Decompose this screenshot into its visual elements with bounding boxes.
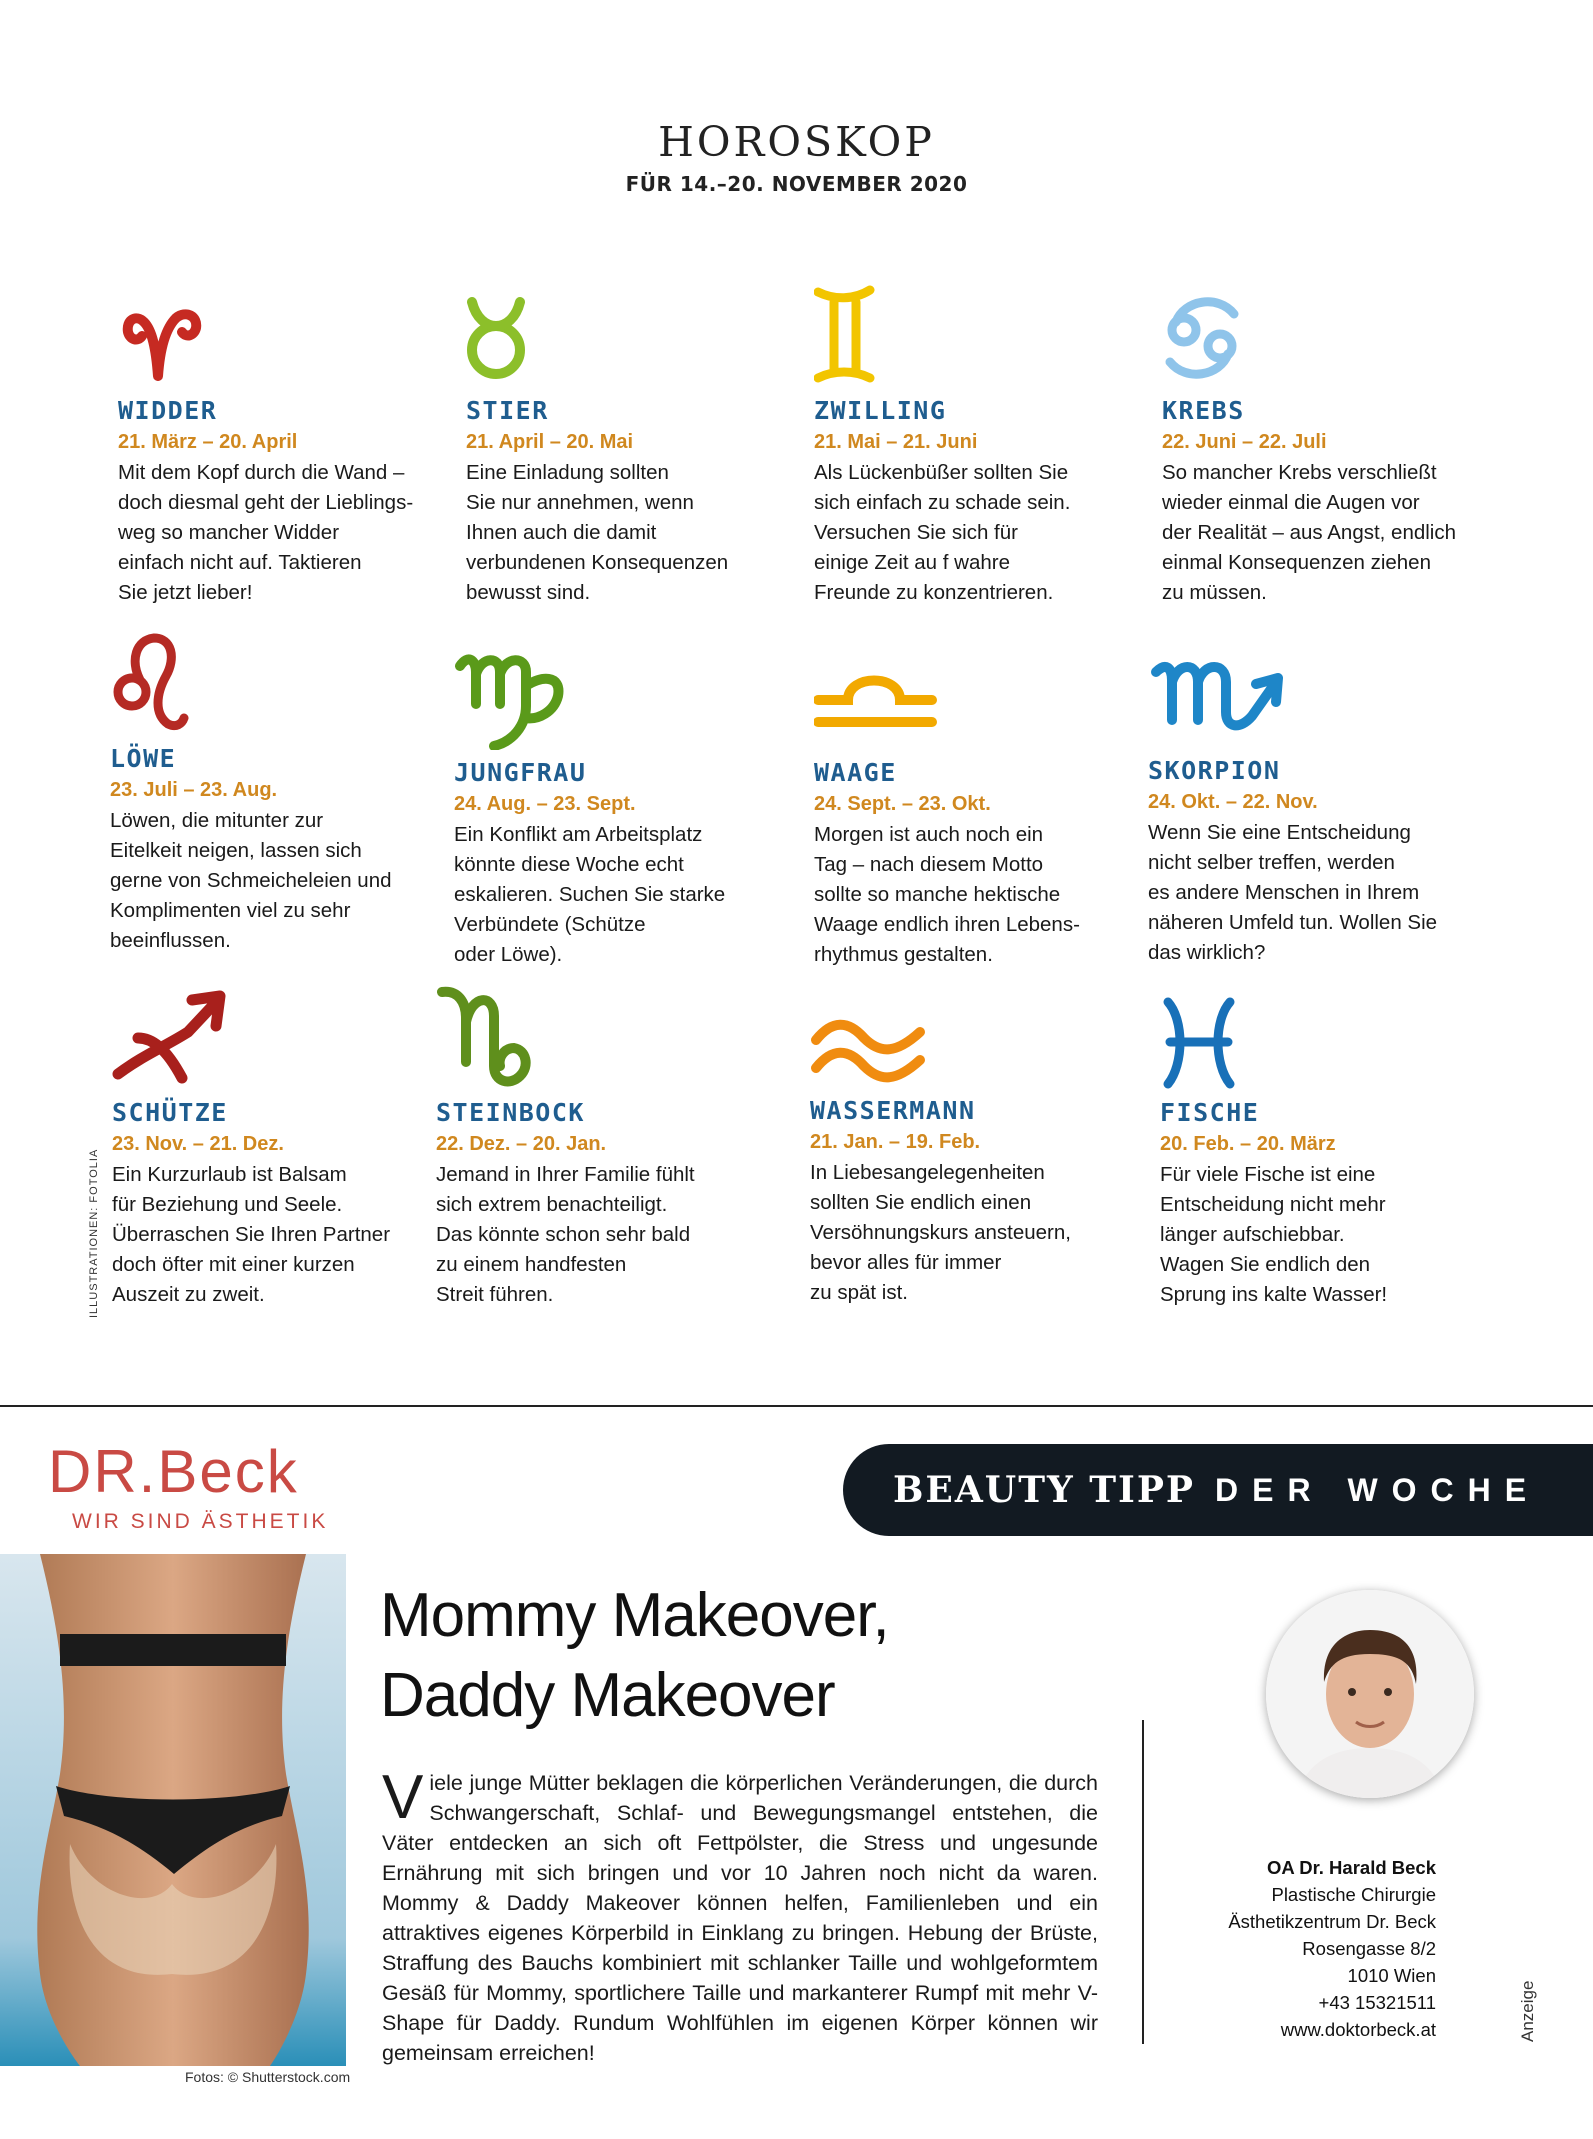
sign-name: SCHÜTZE: [112, 1098, 228, 1127]
taurus-icon: [466, 288, 586, 388]
page-title: HOROSKOP: [658, 118, 935, 166]
sign-dates: 20. Feb. – 20. März: [1160, 1133, 1336, 1155]
sign-text: Jemand in Ihrer Familie fühlt sich extrem benachteiligt. Das könnte schon sehr bald zu einem handfesten Streit führen.: [436, 1163, 695, 1306]
sign-name: STIER: [466, 396, 549, 425]
sign-dates: 22. Dez. – 20. Jan.: [436, 1133, 607, 1155]
aries-icon: [118, 288, 238, 388]
ad-body: [382, 1763, 1098, 2068]
sign-name: WAAGE: [814, 758, 897, 787]
doctor-portrait: [1266, 1590, 1474, 1798]
ad-headline: [380, 1576, 889, 1736]
portrait-image: [1266, 1590, 1474, 1798]
pisces-icon: [1160, 994, 1260, 1090]
photo-image: [0, 1554, 346, 2066]
sign-name: JUNGFRAU: [454, 758, 587, 787]
aquarius-icon: [810, 1014, 940, 1088]
libra-icon: [814, 660, 944, 750]
section-divider: [0, 1405, 1593, 1407]
sign-text: Ein Konflikt am Arbeitsplatz könnte diese Woche echt eskalieren. Suchen Sie starke Verbündete (Schütze oder Löwe).: [454, 823, 726, 966]
sign-dates: 23. Juli – 23. Aug.: [110, 779, 278, 801]
sign-name: LÖWE: [110, 744, 177, 773]
sign-dates: 21. April – 20. Mai: [466, 431, 634, 453]
sign-text: Eine Einladung sollten Sie nur annehmen, wenn Ihnen auch die damit verbundenen Konsequenzen bewusst sind.: [466, 461, 729, 604]
contact-web[interactable]: www.doktorbeck.at: [1280, 2019, 1436, 2040]
sign-text: Für viele Fische ist eine Entscheidung nicht mehr länger aufschiebbar. Wagen Sie endlich den Sprung ins kalte Wasser!: [1160, 1163, 1388, 1306]
sign-dates: 21. Mai – 21. Juni: [814, 431, 978, 453]
sign-text: Als Lückenbüßer sollten Sie sich einfach zu schade sein. Versuchen Sie sich für einige Zeit au f wahre Freunde zu konzentrieren.: [814, 461, 1071, 604]
sign-waage: [814, 660, 1144, 970]
sign-name: KREBS: [1162, 396, 1245, 425]
sign-dates: 24. Sept. – 23. Okt.: [814, 793, 991, 815]
sign-name: ZWILLING: [814, 396, 947, 425]
sign-text: So mancher Krebs verschließt wieder einmal die Augen vor der Realität – aus Angst, endlich einmal Konsequenzen ziehen zu müssen.: [1162, 461, 1457, 604]
drbeck-logo: [48, 1438, 329, 1534]
contact-street: Rosengasse 8/2: [1302, 1938, 1436, 1959]
contact-phone: +43 15321511: [1318, 1992, 1436, 2013]
sign-skorpion: [1148, 654, 1478, 968]
illustration-credit: ILLUSTRATIONEN: FOTOLIA: [88, 1148, 100, 1318]
leo-icon: [110, 630, 230, 736]
virgo-icon: [454, 646, 584, 750]
contact-name: OA Dr. Harald Beck: [1267, 1857, 1436, 1878]
sign-text: Löwen, die mitunter zur Eitelkeit neigen, lassen sich gerne von Schmeicheleien und Komplimenten viel zu sehr beeinflussen.: [110, 809, 392, 952]
capricorn-icon: [436, 982, 566, 1090]
sign-fische: [1160, 994, 1490, 1310]
beauty-tip-banner: [843, 1444, 1593, 1536]
sign-name: WASSERMANN: [810, 1096, 976, 1125]
sign-loewe: [110, 630, 440, 956]
sagittarius-icon: [112, 986, 242, 1090]
logo-tagline: WIR SIND ÄSTHETIK: [72, 1510, 329, 1533]
sign-stier: [466, 288, 796, 608]
banner-title: BEAUTY TIPP: [893, 1469, 1195, 1511]
sign-dates: 21. März – 20. April: [118, 431, 298, 453]
sign-name: WIDDER: [118, 396, 218, 425]
gemini-icon: [814, 282, 934, 388]
sign-name: SKORPION: [1148, 756, 1281, 785]
dropcap: V: [382, 1763, 424, 1832]
sign-name: STEINBOCK: [436, 1098, 585, 1127]
cancer-icon: [1162, 288, 1282, 388]
contact-center: Ästhetikzentrum Dr. Beck: [1228, 1911, 1436, 1932]
sign-dates: 24. Aug. – 23. Sept.: [454, 793, 636, 815]
sign-dates: 22. Juni – 22. Juli: [1162, 431, 1327, 453]
sign-text: Ein Kurzurlaub ist Balsam für Beziehung und Seele. Überraschen Sie Ihren Partner doch öfter mit einer kurzen Auszeit zu zweit.: [112, 1163, 391, 1306]
column-divider: [1142, 1720, 1144, 2044]
ad-label: Anzeige: [1518, 1980, 1537, 2042]
sign-dates: 24. Okt. – 22. Nov.: [1148, 791, 1318, 813]
sign-zwilling: [814, 282, 1144, 608]
sign-krebs: [1162, 288, 1492, 608]
logo-brand: DR.Beck: [48, 1438, 299, 1505]
ad-body-text: iele junge Mütter beklagen die körperlichen Veränderungen, die durch Schwangerschaft, Schlaf- und Bewegungsmangel entstehen, die Väter entdecken an sich oft Fettpölster, die Stress und ungesunde Ernährung mit sich bringen und vor 10 Jahren noch nicht da waren. Mommy & Daddy Makeover können helfen, Familienleben und ein attraktives eigenes Körperbild in Einklang zu bringen. Hebung der Brüste, Straffung des Bauchs kombiniert mit schlanker Taille und wohlgeformtem Gesäß für Mommy, sportlichere Taille und markanterer Rumpf mit mehr V-Shape für Daddy. Rundum Wohlfühlen im eigenen Körper können wir gemeinsam erreichen!: [382, 1771, 1098, 2065]
contact-city: 1010 Wien: [1347, 1965, 1436, 1986]
sign-widder: [118, 288, 448, 608]
contact-block: [1228, 1854, 1436, 2043]
contact-title: Plastische Chirurgie: [1271, 1884, 1436, 1905]
sign-dates: 23. Nov. – 21. Dez.: [112, 1133, 284, 1155]
sign-text: Wenn Sie eine Entscheidung nicht selber treffen, werden es andere Menschen in Ihrem näheren Umfeld tun. Wollen Sie das wirklich?: [1148, 821, 1438, 964]
photo-credit: Fotos: © Shutterstock.com: [185, 2069, 351, 2085]
sign-text: Mit dem Kopf durch die Wand – doch diesmal geht der Lieblings- weg so mancher Widder einfach nicht auf. Taktieren Sie jetzt lieber!: [118, 461, 414, 604]
page-subtitle: FÜR 14.–20. NOVEMBER 2020: [625, 172, 968, 196]
beach-photo: [0, 1554, 346, 2066]
sign-jungfrau: [454, 646, 784, 970]
scorpio-icon: [1148, 654, 1288, 748]
sign-dates: 21. Jan. – 19. Feb.: [810, 1131, 981, 1153]
sign-schuetze: [112, 986, 442, 1310]
sign-text: In Liebesangelegenheiten sollten Sie endlich einen Versöhnungskurs ansteuern, bevor alles für immer zu spät ist.: [810, 1161, 1071, 1304]
banner-subtitle: DER WOCHE: [1214, 1471, 1541, 1508]
sign-name: FISCHE: [1160, 1098, 1260, 1127]
headline-line-2: Daddy Makeover: [380, 1661, 835, 1730]
sign-text: Morgen ist auch noch ein Tag – nach diesem Motto sollte so manche hektische Waage endlich ihren Lebens- rhythmus gestalten.: [814, 823, 1080, 966]
sign-wassermann: [810, 1014, 1140, 1308]
headline-line-1: Mommy Makeover,: [380, 1581, 889, 1650]
sign-steinbock: [436, 982, 766, 1310]
